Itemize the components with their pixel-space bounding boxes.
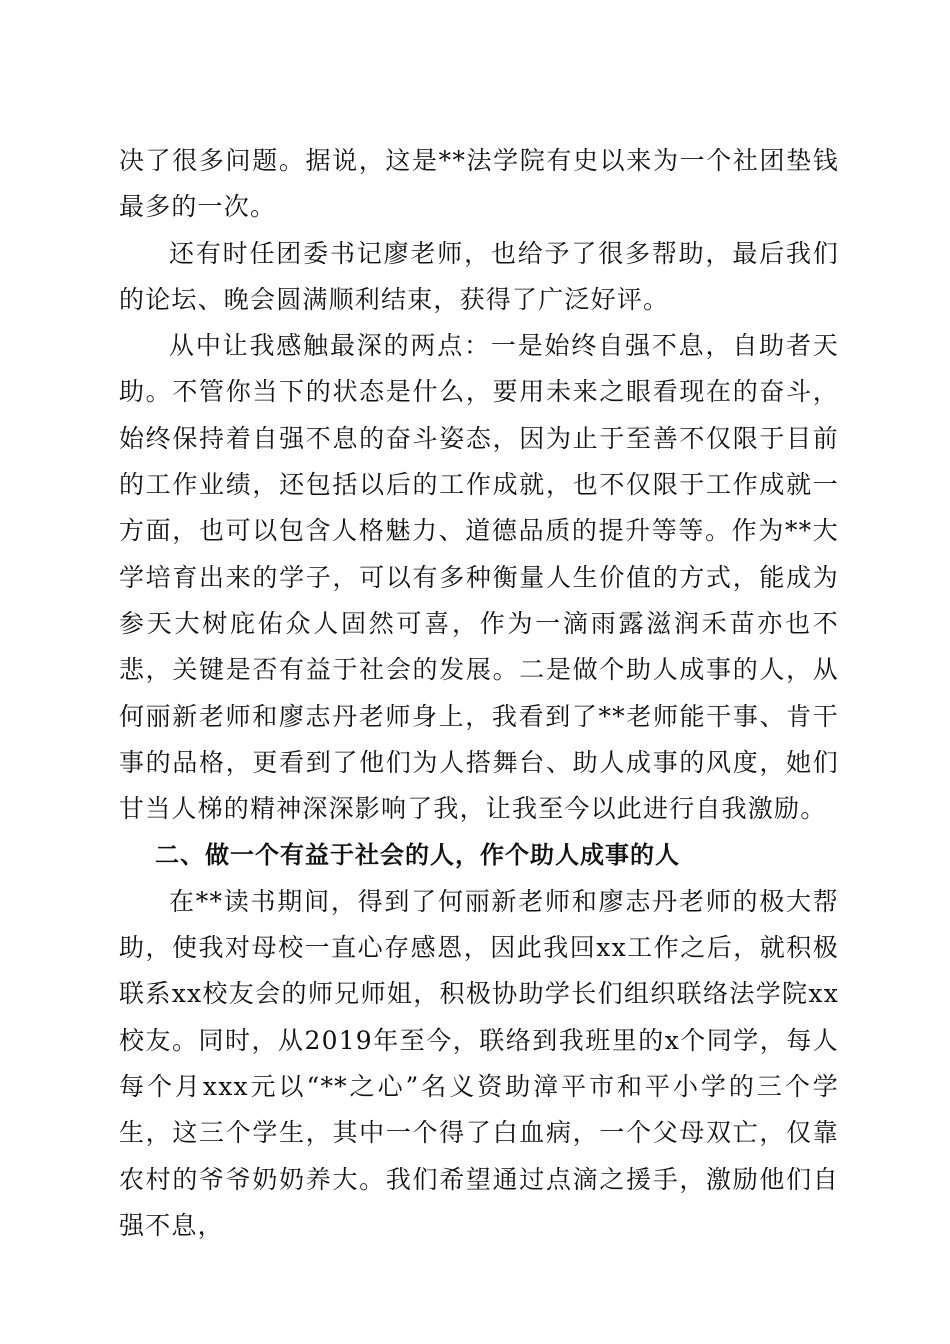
section-heading: 二、做一个有益于社会的人，作个助人成事的人 [155, 841, 680, 870]
document-body [119, 138, 839, 1249]
paragraph-continuation: 决了很多问题。据说，这是**法学院有史以来为一个社团垫钱最多的一次。 [119, 146, 839, 222]
paragraph-alumni-support: 在**读书期间，得到了何丽新老师和廖志丹老师的极大帮助，使我对母校一直心存感恩，因此我回xx工作之后，就积极联系xx校友会的师兄师姐，积极协助学长们组织联络法学院xx校友。同时，从2019年至今，联络到我班里的x个同学，每人每个月xxx元以“**之心”名义资助漳平市和平小学的三个学生，这三个学生，其中一个得了白血病，一个父母双亡，仅靠农村的爷爷奶奶养大。我们希望通过点滴之援手，激励他们自强不息， [119, 886, 839, 1240]
paragraph-two-insights: 从中让我感触最深的两点：一是始终自强不息，自助者天助。不管你当下的状态是什么，要用未来之眼看现在的奋斗，始终保持着自强不息的奋斗姿态，因为止于至善不仅限于目前的工作业绩，还包括以后的工作成就，也不仅限于工作成就一方面，也可以包含人格魅力、道德品质的提升等等。作为**大学培育出来的学子，可以有多种衡量人生价值的方式，能成为参天大树庇佑众人固然可喜，作为一滴雨露滋润禾苗亦也不悲，关键是否有益于社会的发展。二是做个助人成事的人，从何丽新老师和廖志丹老师身上，我看到了**老师能干事、肯干事的品格，更看到了他们为人搭舞台、助人成事的风度，她们甘当人梯的精神深深影响了我，让我至今以此进行自我激励。 [119, 331, 839, 824]
paragraph-teacher-help: 还有时任团委书记廖老师，也给予了很多帮助，最后我们的论坛、晚会圆满顺利结束，获得了广泛好评。 [119, 238, 839, 314]
